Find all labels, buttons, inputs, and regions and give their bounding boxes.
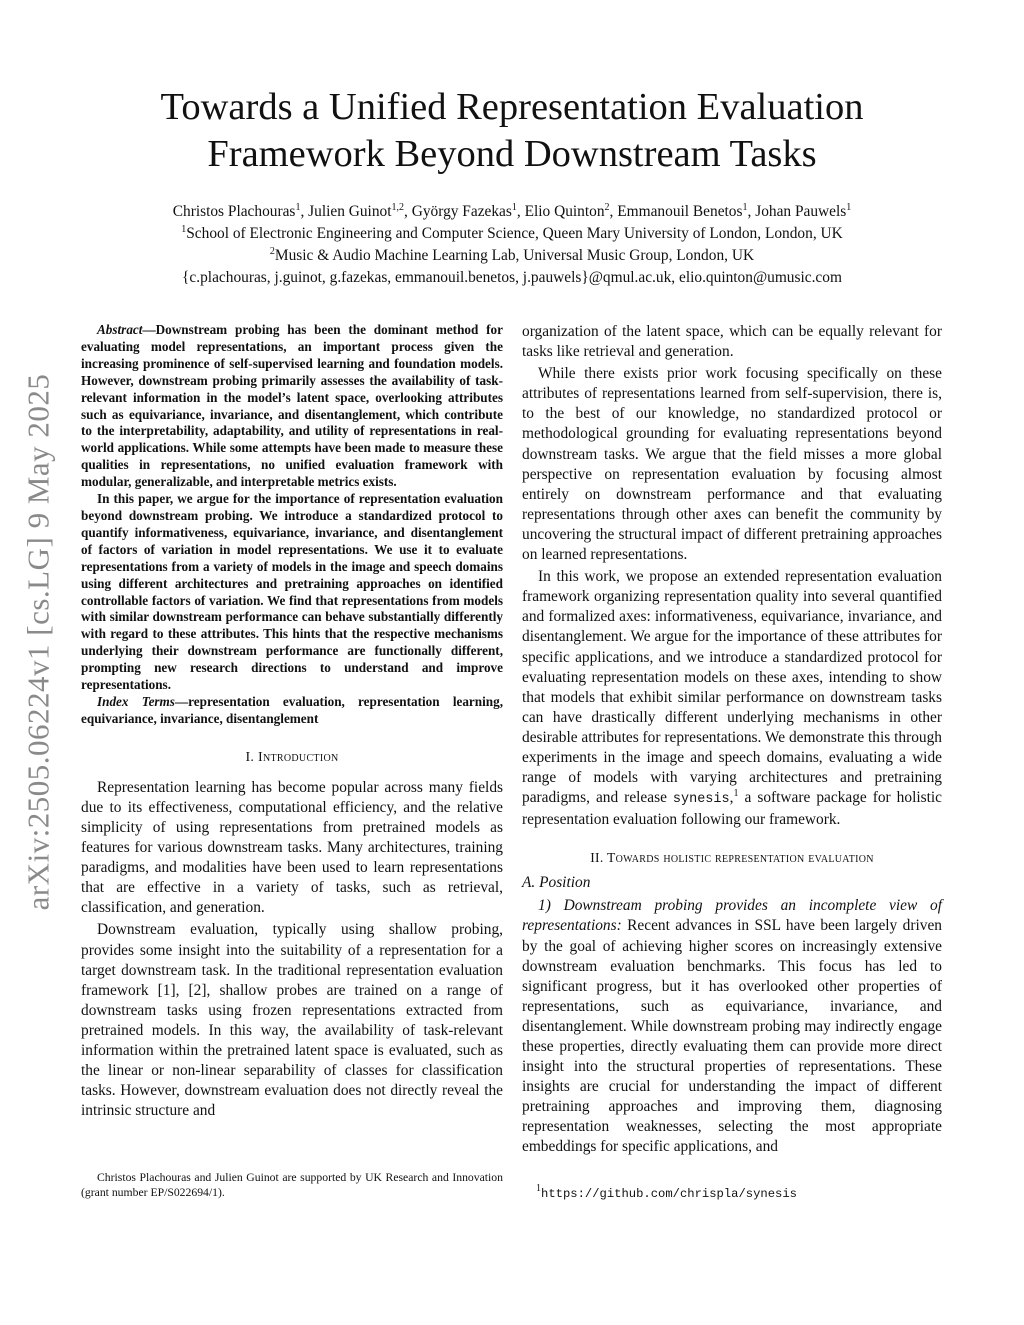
author-affiliation-mark: 1 bbox=[742, 202, 748, 213]
author-name: Christos Plachouras bbox=[172, 203, 296, 220]
paper-title bbox=[120, 84, 904, 178]
title-line-1: Towards a Unified Representation Evaluation bbox=[160, 86, 864, 128]
right-paragraph-2: In this work, we propose an extended representation evaluation framework organizing representation quality into several quantified and formalized axes: informativeness, equivariance, invariance, and disentanglement. We argue for the importance of these attributes for specific applications, and we introduce a standardized protocol for evaluating representation models on these axes, intending to show that models that exhibit similar performance on downstream tasks can have drastically different underlying mechanisms in other desirable attributes for representations. We demonstrate this through experiments in the image and speech domains, evaluating a wide range of models with varying architectures and pretraining paradigms, and release synesis,$^1$ a software package for holistic representation evaluation following our framework. bbox=[522, 568, 942, 829]
abstract-paragraph-1: Abstract—Downstream probing has been the dominant method for evaluating model representations, an important process given the increasing prominence of self-supervised learning and foundation models. However, downstream probing primarily assesses the availability of task-relevant information in the model’s latent space, overlooking attributes such as equivariance, invariance, and disentanglement, which contribute to the interpretability, adaptability, and utility of representations in real-world applications. While some attempts have been made to measure these qualities in representations, no unified evaluation framework with modular, generalizable, and interpretable metrics exists. bbox=[81, 322, 503, 490]
intro-paragraph-1: Representation learning has become popular across many fields due to its effectiveness, computational efficiency, and the relative simplicity of using representations from pretrained models as features for various downstream tasks. Many architectures, training paradigms, and modalities have been used to learn representations that are effective in a variety of tasks, such as retrieval, classification, and generation. bbox=[81, 778, 503, 917]
intro-paragraph-2: Downstream evaluation, typically using shallow probing, provides some insight into the suitability of a representation for a target downstream task. In the traditional representation evaluation framework [1], [2], shallow probes are trained on a range of downstream tasks using frozen representations extracted from pretrained models. In this way, the availability of task-relevant information within the pretrained latent space is evaluated, such as the linear or non-linear separability of classes for classification tasks. However, downstream evaluation does not directly reveal the intrinsic structure and bbox=[81, 921, 503, 1120]
author-affiliation-mark: 1,2 bbox=[391, 202, 405, 213]
author-affiliation-mark: 1 bbox=[295, 202, 301, 213]
author-list: Christos Plachouras$^1$, Julien Guinot$^{1,2}$, György Fazekas$^1$, Elio Quinton$^2$, Emmanouil Benetos$^1$, Johan Pauwels$^1$ bbox=[172, 202, 852, 220]
author-name: Julien Guinot bbox=[308, 203, 392, 220]
author-name: Emmanouil Benetos bbox=[617, 203, 743, 220]
right-paragraph-1: While there exists prior work focusing specifically on these attributes of representations learned from self-supervision, there is, to the best of our knowledge, no standardized protocol or methodological grounding for evaluating representations beyond downstream tasks. We argue that the field misses a more global perspective on representation evaluation by focusing almost entirely on downstream performance and that evaluating representations through other axes can benefit the community by uncovering the structural impact of different pretraining approaches on learned representations. bbox=[522, 365, 942, 564]
index-terms-text: representation evaluation, representation learning, equivariance, invariance, disentanglement bbox=[81, 693, 504, 726]
affiliation-text: Music & Audio Machine Learning Lab, Universal Music Group, London, UK bbox=[274, 247, 755, 264]
affiliation-text: School of Electronic Engineering and Computer Science, Queen Mary University of London, London, UK bbox=[186, 225, 843, 242]
affiliation-number: 2 bbox=[269, 246, 275, 257]
author-name: Elio Quinton bbox=[524, 203, 605, 220]
index-terms-label: Index Terms bbox=[97, 693, 175, 709]
author-name: György Fazekas bbox=[411, 203, 512, 220]
right-column bbox=[522, 322, 942, 1158]
section-heading-introduction: I. Introduction bbox=[245, 749, 339, 765]
footnote-funding: Christos Plachouras and Julien Guinot are supported by UK Research and Innovation (grant number EP/S022694/1). bbox=[81, 1171, 503, 1199]
author-block bbox=[70, 201, 954, 289]
arxiv-identifier-text: arXiv:2505.06224v1 [cs.LG] 9 May 2025 bbox=[20, 373, 55, 911]
right-paragraph-3 bbox=[522, 896, 942, 1157]
section-heading-holistic: II. Towards holistic representation evaluation bbox=[590, 850, 874, 866]
abstract-paragraph-2: In this paper, we argue for the importance of representation evaluation beyond downstream probing. We introduce a standardized protocol to quantify informativeness, equivariance, invariance, and disentanglement of factors of variation in model representations. We use it to evaluate representations from a variety of models in the image and speech domains using different architectures and pretraining approaches on identified controllable factors of variation. We find that representations from models with similar downstream performance can behave substantially differently with regard to these attributes. This hints that the respective mechanisms underlying their downstream performance are functionally different, prompting new research directions to understand and improve representations. bbox=[81, 491, 503, 693]
author-affiliation-mark: 1 bbox=[846, 202, 852, 213]
paragraph-text: Recent advances in SSL have been largely driven by the goal of achieving higher scores on increasingly extensive downstream evaluation benchmarks. This focus has led to significant progress, but it has overlooked other properties of representations, such as equivariance, invariance, and disentanglement. While downstream probing may indirectly engage these properties, directly evaluating them can provide more direct insight into the structural properties of representations. These insights are crucial for understanding the impact of different pretraining approaches and improving them, diagnosing representation weaknesses, selecting the most appropriate embeddings for specific applications, and bbox=[522, 917, 942, 1156]
arxiv-identifier-stamp bbox=[8, 352, 68, 932]
footnote-marker: 1 bbox=[733, 788, 739, 800]
subsubsection-title: 1) Downstream probing provides an incomplete view of representations: bbox=[522, 897, 942, 935]
author-name: Johan Pauwels bbox=[755, 203, 847, 220]
author-affiliation-mark: 1 bbox=[511, 202, 517, 213]
footnote-link[interactable]: https://github.com/chrispla/synesis bbox=[541, 1187, 797, 1201]
footnote-url bbox=[536, 1183, 797, 1202]
index-terms: Index Terms—representation evaluation, representation learning, equivariance, invariance, disentanglement bbox=[81, 693, 504, 726]
abstract-text-1: Downstream probing has been the dominant method for evaluating model representations, an important process given the increasing prominence of self-supervised learning and foundation models. However, downstream probing primarily assesses the availability of task-relevant information in the model’s latent space, overlooking attributes such as equivariance, invariance, and disentanglement, which contribute to the interpretability, adaptability, and utility of representations in real-world applications. While some attempts have been made to measure these qualities in representations, no unified evaluation framework with modular, generalizable, and interpretable metrics exists. bbox=[81, 322, 503, 490]
software-name: synesis bbox=[672, 792, 730, 808]
subsection-position: A. Position bbox=[522, 874, 591, 892]
paragraph-text: In this work, we propose an extended representation evaluation framework organizing representation quality into several quantified and formalized axes: informativeness, equivariance, invariance, and disentanglement. We argue for the importance of these attributes for specific applications, and we introduce a standardized protocol for evaluating representation models on these axes, intending to show that models that exhibit similar performance on downstream tasks can have drastically different underlying mechanisms in other desirable attributes for representations. We demonstrate this through experiments in the image and speech domains, evaluating a wide range of models with varying architectures and pretraining paradigms, and release bbox=[522, 568, 942, 807]
affiliation-line bbox=[70, 245, 954, 267]
author-affiliation-mark: 2 bbox=[604, 202, 610, 213]
author-emails[interactable]: {c.plachouras, j.guinot, g.fazekas, emmanouil.benetos, j.pauwels}@qmul.ac.uk, elio.quinton@umusic.com bbox=[182, 269, 842, 286]
paragraph-text: a software package for holistic representation evaluation following our framework. bbox=[522, 789, 942, 829]
abstract-label: Abstract bbox=[97, 322, 143, 337]
affiliation-line bbox=[70, 223, 954, 245]
right-paragraph-0: organization of the latent space, which can be equally relevant for tasks like retrieval and generation. bbox=[522, 323, 942, 361]
affiliation-number: 1 bbox=[181, 224, 187, 235]
left-column bbox=[81, 322, 503, 1121]
title-line-2: Framework Beyond Downstream Tasks bbox=[207, 133, 817, 175]
footnote-number: 1 bbox=[536, 1183, 541, 1194]
